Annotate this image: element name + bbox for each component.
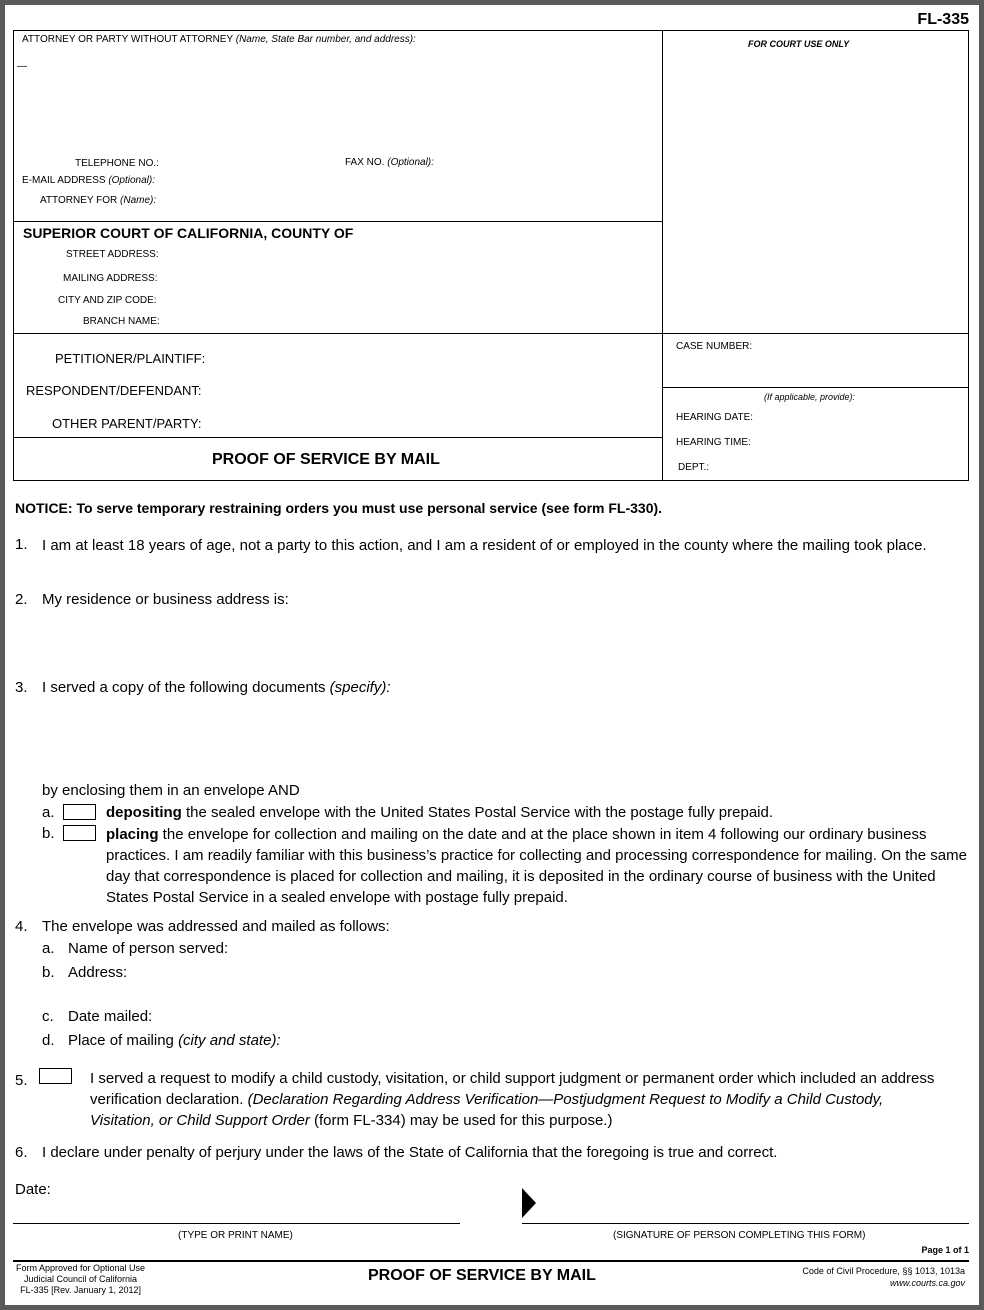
hearing-date-label: HEARING DATE: [676,412,754,423]
hearing-time-label: HEARING TIME: [676,437,751,448]
other-party-label: OTHER PARENT/PARTY: [52,416,202,431]
item-5-italic: (Declaration Regarding Address Verification—Postjudgment Request to Modify a Child Custody, Visitation, or Child Support Order [90,1091,884,1129]
court-use-label: FOR COURT USE ONLY [748,39,850,49]
item-1-number: 1. [15,536,28,553]
item-1-text: I am at least 18 years of age, not a party to this action, and I am a resident of or employed in the county where the mailing took place. [42,537,927,554]
footer-right [802,1265,965,1289]
name-line[interactable] [13,1223,460,1224]
court-bottom-border [13,333,969,334]
item-2-text: My residence or business address is: [42,591,289,608]
footer-left-line-1: Form Approved for Optional Use [16,1263,146,1273]
signature-arrow-icon [522,1188,538,1218]
item-3b-text: the envelope for collection and mailing on the date and at the place shown in item 4 following our ordinary business practices. I am readily familiar with this business’s practice for collecting and processing correspondence for mailing. On the same day that correspondence is placed for collection and mailing, it is deposited in the ordinary course of business with the United States Postal Service in a sealed envelope with postage fully prepaid. [106,826,967,906]
footer-right-line-2[interactable]: www.courts.ca.gov [889,1278,965,1288]
parties-bottom-border [13,437,662,438]
item-4a-letter: a. [42,940,55,957]
item-4-text: The envelope was addressed and mailed as follows: [42,918,390,935]
attorney-dash: — [17,61,27,72]
attorney-for-row [40,195,156,206]
item-4c-text: Date mailed: [68,1008,153,1025]
petitioner-label: PETITIONER/PLAINTIFF: [55,351,206,366]
item-4a-text: Name of person served: [68,940,229,957]
enclosing-text: by enclosing them in an envelope AND [42,782,300,799]
item-4d-note: (city and state): [178,1032,281,1049]
date-label: Date: [15,1181,51,1198]
item-3-text: I served a copy of the following documents [42,679,326,696]
header-divider [662,30,663,481]
footer-right-line-1: Code of Civil Procedure, §§ 1013, 1013a [802,1266,965,1276]
item-5-paragraph [90,1068,950,1131]
item-4c-letter: c. [42,1008,54,1025]
notice: NOTICE: To serve temporary restraining orders you must use personal service (see form FL-330). [15,500,663,516]
form-title: PROOF OF SERVICE BY MAIL [212,451,440,468]
email-note: (Optional): [108,175,156,186]
item-3b-paragraph [106,824,971,908]
page-number: Page 1 of 1 [921,1245,969,1255]
item-5-number: 5. [15,1072,28,1089]
street-address-label: STREET ADDRESS: [66,249,159,260]
placing-checkbox[interactable] [63,825,96,841]
item-4d-text: Place of mailing [68,1032,174,1049]
item-4b-letter: b. [42,964,55,981]
telephone-label: TELEPHONE NO.: [75,158,159,169]
email-label: E-MAIL ADDRESS [22,175,106,186]
attorney-for-label: ATTORNEY FOR [40,195,118,206]
item-3-note: (specify): [329,679,391,696]
attorney-label-row [22,34,416,45]
depositing-checkbox[interactable] [63,804,96,820]
attorney-label-note: (Name, State Bar number, and address): [235,34,416,45]
form-number: FL-335 [917,11,969,28]
item-6-text: I declare under penalty of perjury under the laws of the State of California that the foregoing is true and correct. [42,1144,778,1161]
type-name-caption: (TYPE OR PRINT NAME) [178,1230,293,1241]
item-3-row [42,679,391,696]
item-4d-letter: d. [42,1032,55,1049]
court-title: SUPERIOR COURT OF CALIFORNIA, COUNTY OF [23,225,354,241]
item-4d-row [68,1032,281,1049]
item-6-number: 6. [15,1144,28,1161]
city-zip-label: CITY AND ZIP CODE: [58,295,157,306]
footer-title: PROOF OF SERVICE BY MAIL [368,1267,596,1284]
header-top-border [13,30,969,31]
respondent-label: RESPONDENT/DEFENDANT: [26,383,202,398]
fax-label: FAX NO. [345,157,385,168]
item-2-number: 2. [15,591,28,608]
item-4b-text: Address: [68,964,128,981]
form-page [5,5,979,1305]
item-3b-bold: placing [106,826,159,843]
item-4-number: 4. [15,918,28,935]
attorney-label: ATTORNEY OR PARTY WITHOUT ATTORNEY [22,34,233,45]
footer-left-line-2: Judicial Council of California [24,1274,138,1284]
item-5-end: (form FL-334) may be used for this purpose.) [309,1112,613,1129]
item-3a-row [106,804,773,821]
dept-label: DEPT.: [678,462,710,473]
footer-left-line-3: FL-335 [Rev. January 1, 2012] [20,1285,141,1295]
branch-name-label: BRANCH NAME: [83,316,160,327]
fax-row [345,157,434,168]
item-3a-bold: depositing [106,804,182,821]
item-3a-letter: a. [42,804,55,821]
mailing-address-label: MAILING ADDRESS: [63,273,158,284]
email-row [22,175,155,186]
item-3b-letter: b. [42,825,55,842]
item-3-number: 3. [15,679,28,696]
footer-rule [13,1260,969,1262]
fax-note: (Optional): [387,157,434,168]
header-right-border [968,30,969,481]
address-verification-checkbox[interactable] [39,1068,72,1084]
if-applicable-note: (If applicable, provide): [764,392,856,402]
attorney-bottom-border [13,221,662,222]
signature-line[interactable] [522,1223,969,1224]
footer-left [16,1263,145,1296]
item-5-text: I served a request to modify a child custody, visitation, or child support judgment or permanent order which included an address verification declaration. [90,1070,935,1108]
case-number-bottom-border [662,387,969,388]
header-bottom-border [13,480,969,481]
case-number-label: CASE NUMBER: [676,341,753,352]
header-left-border [13,30,14,481]
attorney-for-note: (Name): [120,195,157,206]
signature-caption: (SIGNATURE OF PERSON COMPLETING THIS FORM) [613,1230,866,1241]
item-3a-text: the sealed envelope with the United States Postal Service with the postage fully prepaid. [181,804,774,821]
